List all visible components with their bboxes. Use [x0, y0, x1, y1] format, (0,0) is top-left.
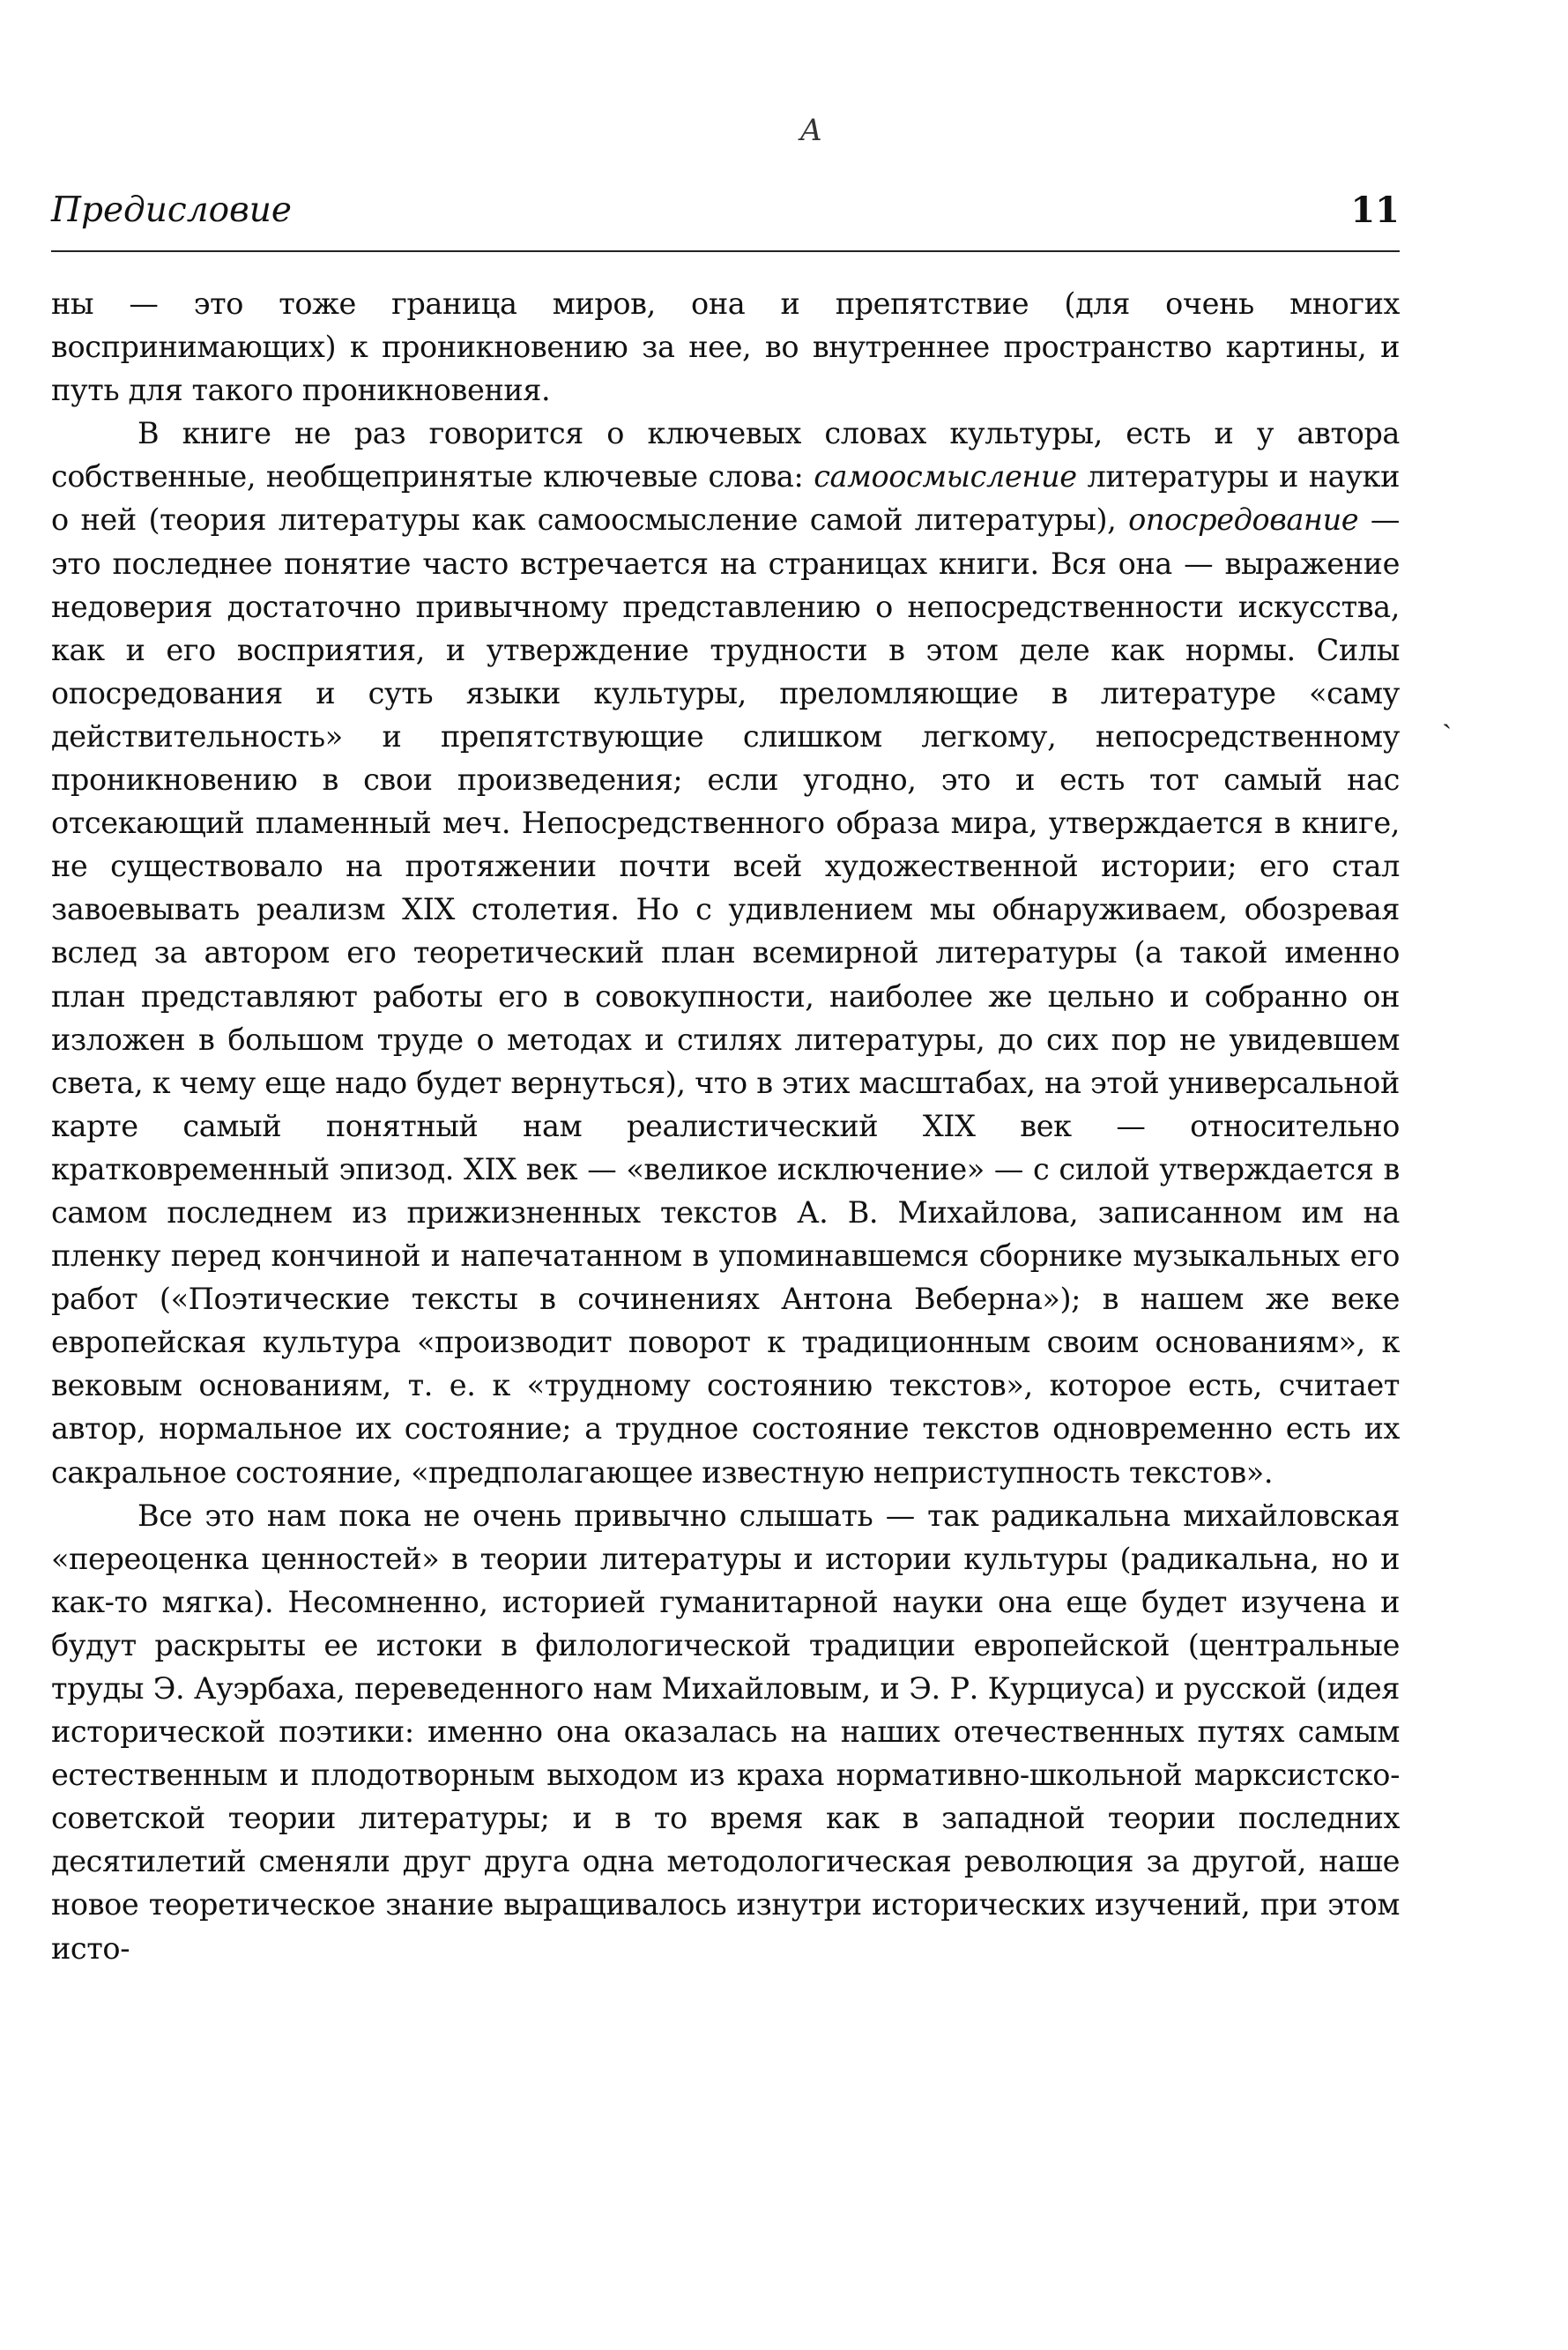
book-page [51, 0, 1400, 2350]
running-header [51, 183, 1400, 236]
term-mediation: опосредование [1128, 502, 1359, 538]
page-number: 11 [1350, 189, 1400, 231]
paragraph-1: ны — это тоже граница миров, она и препятствие (для очень многих воспринимающих) к проникновению за нее, во внутреннее пространство картины, и путь для такого проникновения. [51, 286, 1400, 408]
paragraph-2-part-a: В книге не раз говорится о ключевых словах культуры, есть и у автора собственные, необщепринятые ключевые слова: [51, 416, 1400, 495]
term-self-reflection: самоосмысление [814, 459, 1077, 495]
paragraph-3: Все это нам пока не очень привычно слышать — так радикальна михайловская «переоценка ценностей» в теории литературы и истории культуры (радикальна, но и как-то мягка). Несомненно, историей гуманитарной науки она еще будет изучена и будут раскрыты ее истоки в филологической традиции европейской (центральные труды Э. Ауэрбаха, переведенного нам Михайловым, и Э. Р. Курциуса) и русской (идея исторической поэтики: именно она оказалась на наших отечественных путях самым естественным и плодотворным выходом из краха нормативно-школьной марксистско-советской теории литературы; и в то время как в западной теории последних десятилетий сменяли друг друга одна методологическая революция за другой, наше новое теоретическое знание выращивалось изнутри исторических изучений, при этом исто- [51, 1498, 1400, 1966]
paragraph-2-part-c: — это последнее понятие часто встречается на страницах книги. Вся она — выражение недоверия достаточно привычному представлению о непосредственности искусства, как и его восприятия, и утверждение трудности в этом деле как нормы. Силы опосредования и суть языки культуры, преломляющие в литературе «саму действительность» и препятствующие слишком легкому, непосредственному проникновению в свои произведения; если угодно, это и есть тот самый нас отсекающий пламенный меч. Непосредственного образа мира, утверждается в книге, не существовало на протяжении почти всей художественной истории; его стал завоевывать реализм XIX столетия. Но с удивлением мы обнаруживаем, обозревая вслед за автором его теоретический план всемирной литературы (а такой именно план представляют работы его в совокупности, наиболее же цельно и собранно он изложен в большом труде о методах и стилях литературы, до сих пор не увидевшем света, к чему еще надо будет вернуться), что в этих масштабах, на этой универсальной карте самый понятный нам реалистический XIX век — относительно кратковременный эпизод. XIX век — «великое исключение» — с силой утверждается в самом последнем из прижизненных текстов А. В. Михайлова, записанном им на пленку перед кончиной и напечатанном в упоминавшемся сборнике музыкальных его работ («Поэтические тексты в сочинениях Антона Веберна»); в нашем же веке европейская культура «производит поворот к традиционным своим основаниям», к вековым основаниям, т. е. к «трудному состоянию текстов», которое есть, считает автор, нормальное их состояние; а трудное состояние текстов одновременно есть их сакральное состояние, «предполагающее известную неприступность текстов». [51, 502, 1400, 1490]
margin-pencil-mark: ˎ [1442, 695, 1453, 730]
page-top-mark: A [800, 113, 822, 148]
body-text [51, 282, 1400, 1970]
running-title: Предисловие [51, 190, 292, 230]
paragraph-2 [51, 412, 1400, 1493]
header-rule [51, 250, 1400, 252]
paragraph-2-part-b: литературы и науки о ней (теория литературы как самоосмысление самой литературы), [51, 459, 1401, 538]
